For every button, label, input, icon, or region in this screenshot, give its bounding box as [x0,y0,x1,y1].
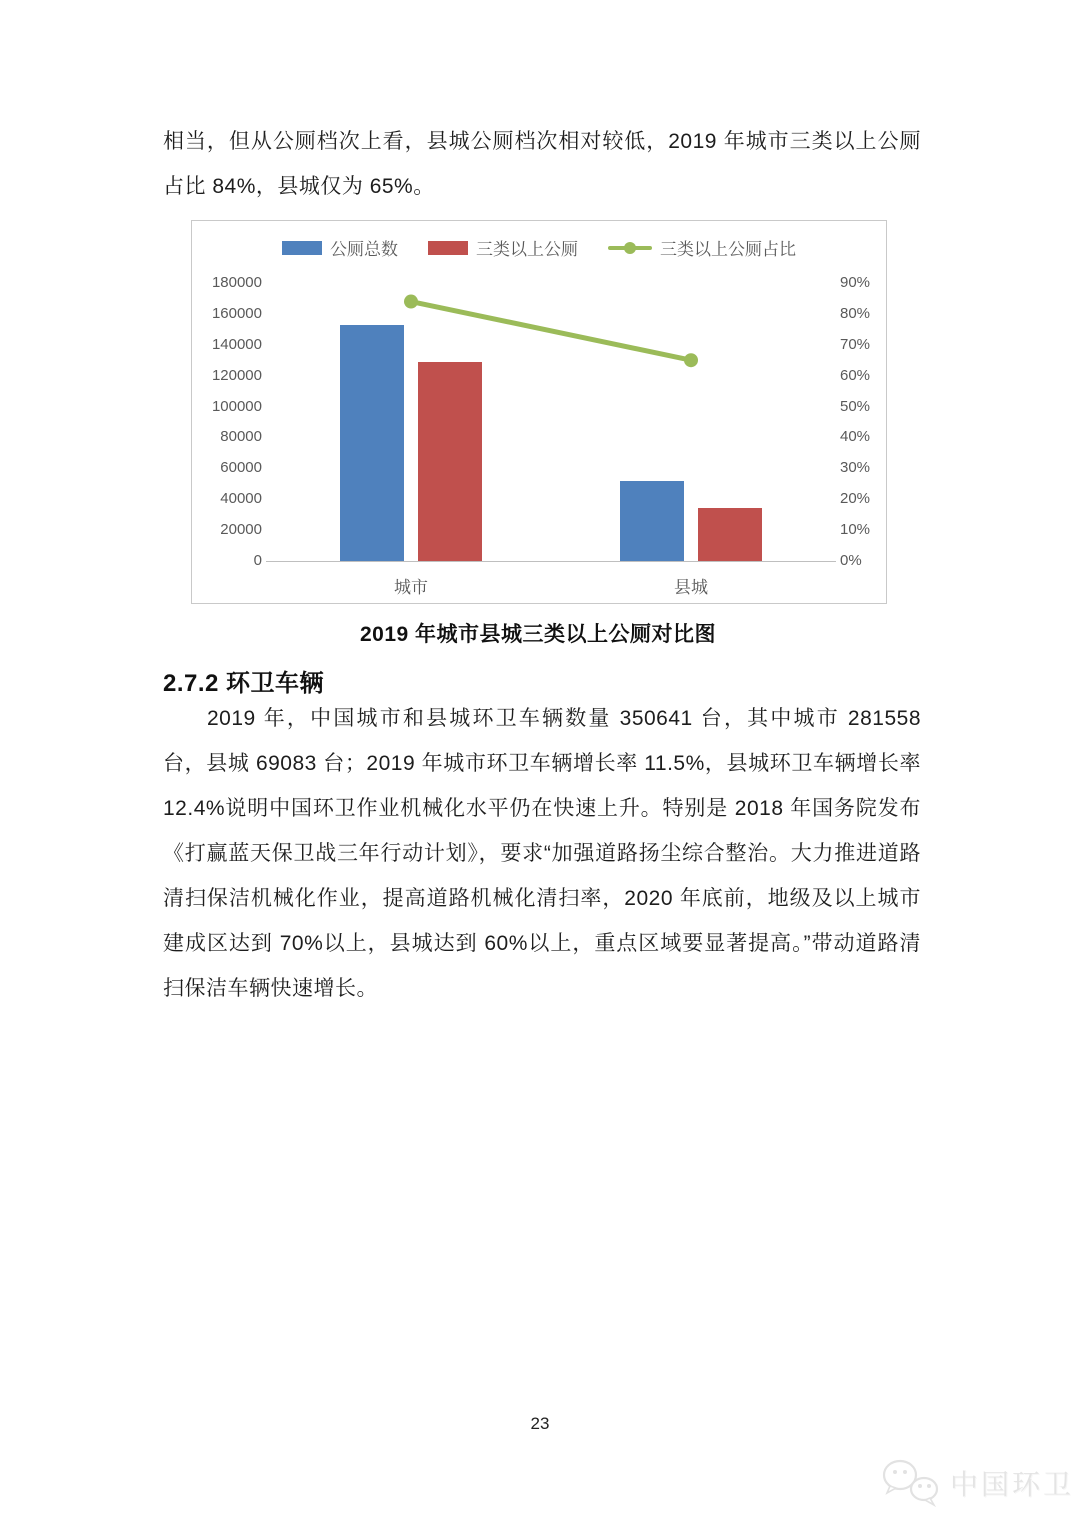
legend-label: 三类以上公厕 [476,240,578,259]
right-axis-tick-label: 10% [840,521,871,539]
right-axis-tick-label: 30% [840,459,871,477]
left-axis-tick-label: 140000 [211,335,262,353]
chart-plot-area [192,221,886,603]
right-axis-tick-label: 50% [840,397,871,415]
legend-label: 公厕总数 [330,240,398,259]
left-axis-tick-label: 160000 [211,304,262,322]
left-axis-tick-label: 180000 [211,274,262,291]
left-axis-tick-label: 100000 [211,397,262,415]
combo-chart [191,220,887,604]
chart-caption: 2019 年城市县城三类以上公厕对比图 [359,623,717,646]
legend-label: 三类以上公厕占比 [660,240,796,259]
watermark-label: 中国环卫 [950,1469,1075,1500]
intro-paragraph: 相当，但从公厕档次上看，县城公厕档次相对较低，2019 年城市三类以上公厕占比 84%，县城仅为 65%。 [163,130,921,198]
legend-bar-swatch-icon [428,241,468,255]
left-axis-tick-label: 80000 [220,428,262,446]
right-axis-tick-label: 20% [840,490,871,508]
chart-legend [192,235,886,260]
legend-item-三类以上公厕 [428,235,578,260]
legend-item-公厕总数 [282,235,398,260]
body-paragraph: 2019 年，中国城市和县城环卫车辆数量 350641 台，其中城市 281558 台，县城 69083 台；2019 年城市环卫车辆增长率 11.5%，县城环卫车辆增长率 12.4%说明中国环卫作业机械化水平仍在快速上升。特别是 2018 年国务院发布《打赢蓝天保卫战三年行动计划》，要求“加强道路扬尘综合整治。大力推进道路清扫保洁机械化作业，提高道路机械化清扫率，2020 年底前，地级及以上城市建成区达到 70%以上，县城达到 60%以上，重点区域要显著提高。”带动道路清扫保洁车辆快速增长。 [163,707,921,1000]
right-axis-tick-label: 0% [840,552,862,569]
legend-bar-swatch-icon [282,241,322,255]
right-axis-tick-label: 70% [840,335,871,353]
left-axis-tick-label: 120000 [211,366,262,384]
section-heading: 2.7.2 环卫车辆 [163,670,325,697]
left-axis-tick-label: 60000 [220,459,262,477]
watermark [878,1456,1074,1510]
category-label: 县城 [674,578,708,597]
legend-line-swatch-icon [608,241,652,255]
left-axis-tick-label: 20000 [220,521,262,539]
right-axis-tick-label: 60% [840,366,871,384]
legend-item-三类以上公厕占比 [608,235,796,260]
right-axis-tick-label: 90% [840,274,871,291]
category-label: 城市 [394,578,428,597]
page-number: 23 [530,1414,550,1433]
line-series-三类以上公厕占比 [192,221,886,603]
right-axis-tick-label: 40% [840,428,871,446]
chat-bubbles-icon [878,1456,944,1510]
right-axis-tick-label: 80% [840,304,871,322]
left-axis-tick-label: 40000 [220,490,262,508]
left-axis-tick-label: 0 [253,552,262,569]
